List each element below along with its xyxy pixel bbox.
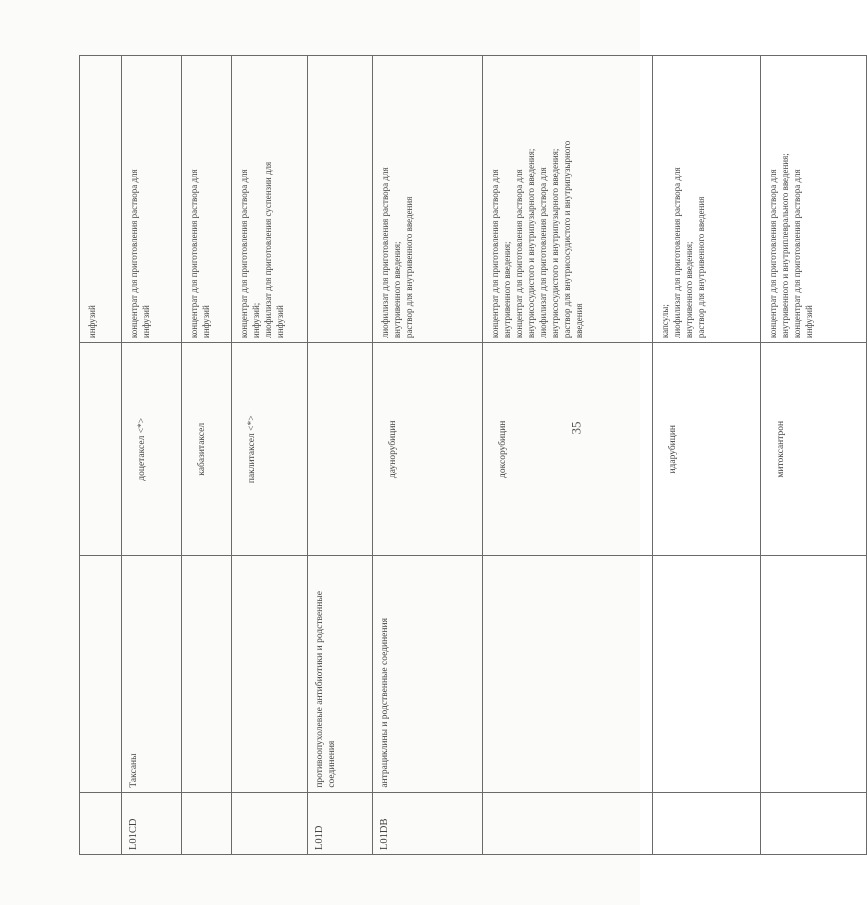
group-name-cell: Таксаны (122, 556, 182, 792)
group-name-cell (182, 556, 232, 792)
group-name-cell (761, 556, 867, 792)
table-row (483, 56, 653, 855)
dosage-form-line: капсулы; (660, 304, 670, 339)
dosage-form-cell (373, 56, 483, 343)
dosage-form-cell (232, 56, 308, 343)
drug-name-cell: даунорубицин (373, 343, 483, 556)
dosage-form-line: внутривенного введения; (502, 241, 512, 339)
table-row (80, 56, 122, 855)
dosage-form-cell (80, 56, 122, 343)
group-name-cell: антрациклины и родственные соединения (373, 556, 483, 792)
dosage-form-line: концентрат для приготовления раствора для (768, 169, 778, 339)
group-name-cell (653, 556, 761, 792)
atc-code-cell: L01DB (373, 792, 483, 854)
dosage-form-line: лиофилизат для приготовления раствора для (538, 167, 548, 339)
dosage-form-line: внутрисосудистого и внутрипузырного введения; (550, 148, 560, 339)
dosage-form-line: концентрат для приготовления раствора для (239, 169, 249, 339)
dosage-form-cell (653, 56, 761, 343)
table-row (308, 56, 373, 855)
dosage-form-line: инфузий; (251, 302, 261, 339)
drug-name-cell: идарубицин (653, 343, 761, 556)
dosage-form-line: введения (574, 303, 584, 339)
dosage-form-line: инфузий (804, 305, 814, 339)
drug-table (79, 55, 867, 855)
atc-code-cell (761, 792, 867, 854)
drug-name-cell (308, 343, 373, 556)
atc-code-cell (653, 792, 761, 854)
atc-code-cell (483, 792, 653, 854)
atc-code-cell: L01D (308, 792, 373, 854)
group-name-cell: противоопухолевые антибиотики и родственные соединения (308, 556, 373, 792)
dosage-form-line: концентрат для приготовления раствора для (792, 169, 802, 339)
dosage-form-line: внутривенного введения; (684, 241, 694, 339)
dosage-form-line: лиофилизат для приготовления раствора для (672, 167, 682, 339)
group-name-cell (483, 556, 653, 792)
dosage-form-line: инфузий (87, 305, 97, 339)
dosage-form-line: внутривенного введения; (392, 241, 402, 339)
atc-code-cell (182, 792, 232, 854)
dosage-form-line: концентрат для приготовления раствора для (490, 169, 500, 339)
dosage-form-line: лиофилизат для приготовления раствора для (380, 167, 390, 339)
drug-name-cell: митоксантрон (761, 343, 867, 556)
table-row (182, 56, 232, 855)
dosage-form-line: инфузий (275, 305, 285, 339)
dosage-form-line: концентрат для приготовления раствора для (189, 169, 199, 339)
dosage-form-line: концентрат для приготовления раствора для (514, 169, 524, 339)
drug-name-cell: доксорубицин (483, 343, 653, 556)
atc-code-cell (80, 792, 122, 854)
dosage-form-cell (761, 56, 867, 343)
dosage-form-line: раствор для внутривенного введения (696, 196, 706, 339)
drug-table-body (80, 56, 867, 855)
atc-code-cell (232, 792, 308, 854)
drug-name-cell: паклитаксел <*> (232, 343, 308, 556)
dosage-form-cell (483, 56, 653, 343)
table-row (122, 56, 182, 855)
group-name-cell (232, 556, 308, 792)
dosage-form-line: инфузий (201, 305, 211, 339)
dosage-form-line: внутривенного и внутриплеврального введения; (780, 153, 790, 339)
dosage-form-line: внутрисосудистого и внутрипузырного введения; (526, 148, 536, 339)
atc-code-cell: L01CD (122, 792, 182, 854)
table-row (761, 56, 867, 855)
table-row (373, 56, 483, 855)
dosage-form-line: лиофилизат для приготовления суспензии для (263, 161, 273, 339)
drug-name-cell (80, 343, 122, 556)
dosage-form-cell (308, 56, 373, 343)
group-name-cell (80, 556, 122, 792)
dosage-form-cell (122, 56, 182, 343)
drug-name-cell: кабазитаксел (182, 343, 232, 556)
dosage-form-line: концентрат для приготовления раствора для (129, 169, 139, 339)
dosage-form-line: раствор для внутривенного введения (404, 196, 414, 339)
table-row (232, 56, 308, 855)
table-row (653, 56, 761, 855)
drug-name-cell: доцетаксел <*> (122, 343, 182, 556)
dosage-form-line: раствор для внутрисосудистого и внутрипузырного (562, 140, 572, 339)
dosage-form-line: инфузий (141, 305, 151, 339)
page-number: 35 (568, 421, 584, 435)
dosage-form-cell (182, 56, 232, 343)
